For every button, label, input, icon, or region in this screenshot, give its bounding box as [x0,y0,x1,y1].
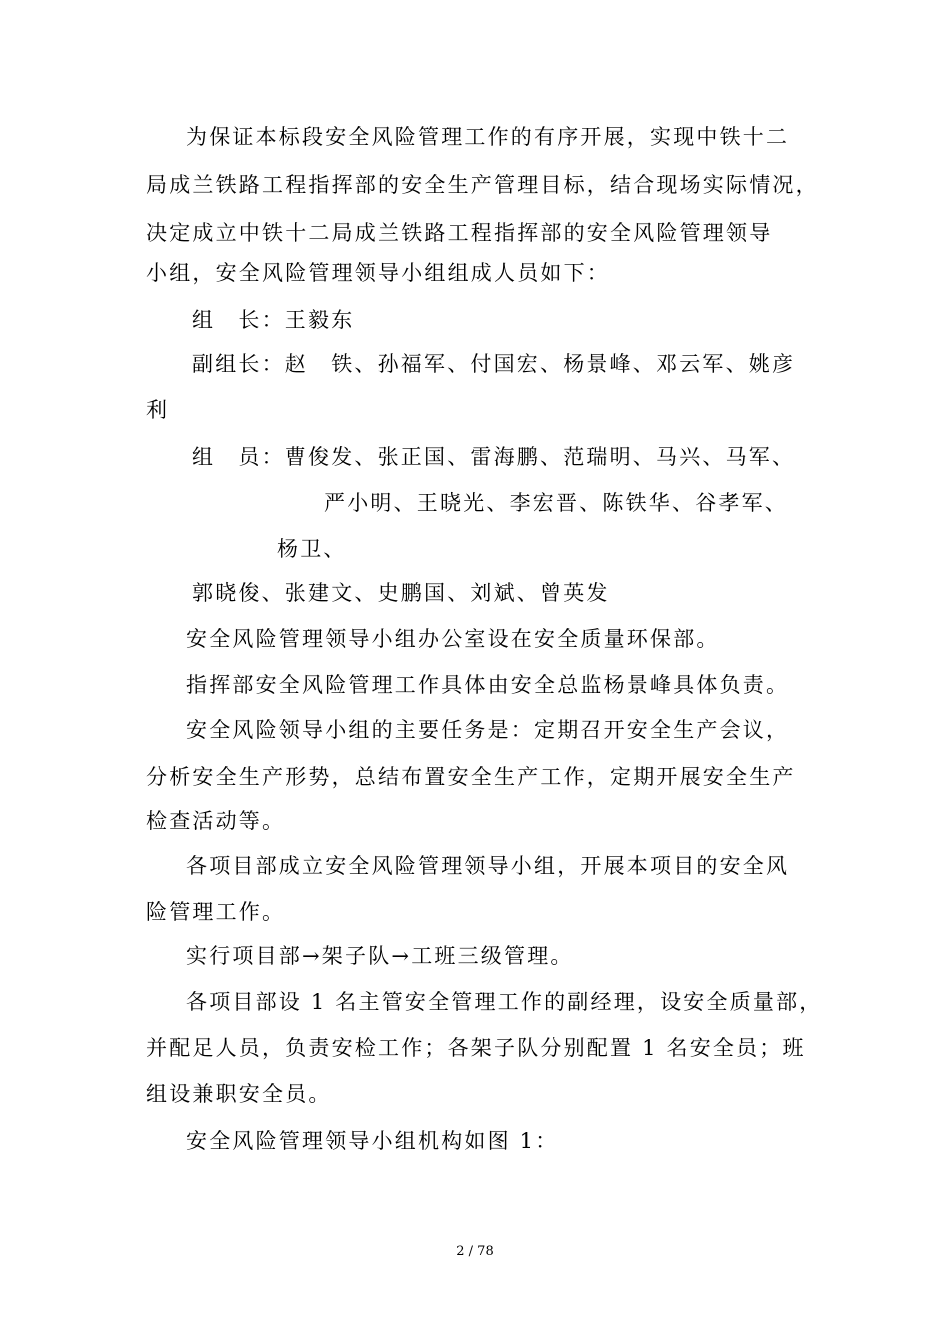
staffing-paragraph-line-2: 并配足人员，负责安检工作；各架子队分别配置 1 名安全员；班 [146,1036,806,1060]
project-groups-line-2: 险管理工作。 [146,900,286,924]
office-paragraph: 安全风险管理领导小组办公室设在安全质量环保部。 [186,627,720,651]
members-line-3: 杨卫、 [277,537,347,561]
paragraph-intro-line-3: 决定成立中铁十二局成兰铁路工程指挥部的安全风险管理领导 [146,221,773,245]
tasks-paragraph-line-3: 检查活动等。 [146,809,286,833]
paragraph-intro-line-1: 为保证本标段安全风险管理工作的有序开展，实现中铁十二 [186,125,790,149]
management-levels-paragraph: 实行项目部→架子队→工班三级管理。 [186,944,574,968]
deputy-leaders-line-1: 副组长：赵 铁、孙福军、付国宏、杨景峰、邓云军、姚彦 [192,352,796,376]
structure-figure-reference: 安全风险管理领导小组机构如图 1： [186,1129,559,1153]
leader-line: 组 长：王毅东 [192,308,355,332]
members-line-2: 严小明、王晓光、李宏晋、陈铁华、谷孝军、 [324,491,788,515]
page-number: 2 / 78 [456,1244,494,1259]
deputy-leaders-line-2: 利 [146,398,170,422]
staffing-paragraph-line-3: 组设兼职安全员。 [146,1082,332,1106]
members-line-4: 郭晓俊、张建文、史鹏国、刘斌、曾英发 [192,581,610,605]
project-groups-line-1: 各项目部成立安全风险管理领导小组，开展本项目的安全风 [186,854,790,878]
responsibility-paragraph: 指挥部安全风险管理工作具体由安全总监杨景峰具体负责。 [186,673,790,697]
tasks-paragraph-line-1: 安全风险领导小组的主要任务是：定期召开安全生产会议， [186,718,790,742]
staffing-paragraph-line-1: 各项目部设 1 名主管安全管理工作的副经理，设安全质量部， [186,990,823,1014]
members-line-1: 组 员：曹俊发、张正国、雷海鹏、范瑞明、马兴、马军、 [192,445,796,469]
paragraph-intro-line-4: 小组，安全风险管理领导小组组成人员如下： [146,261,610,285]
paragraph-intro-line-2: 局成兰铁路工程指挥部的安全生产管理目标，结合现场实际情况， [146,173,819,197]
tasks-paragraph-line-2: 分析安全生产形势，总结布置安全生产工作，定期开展安全生产 [146,765,796,789]
